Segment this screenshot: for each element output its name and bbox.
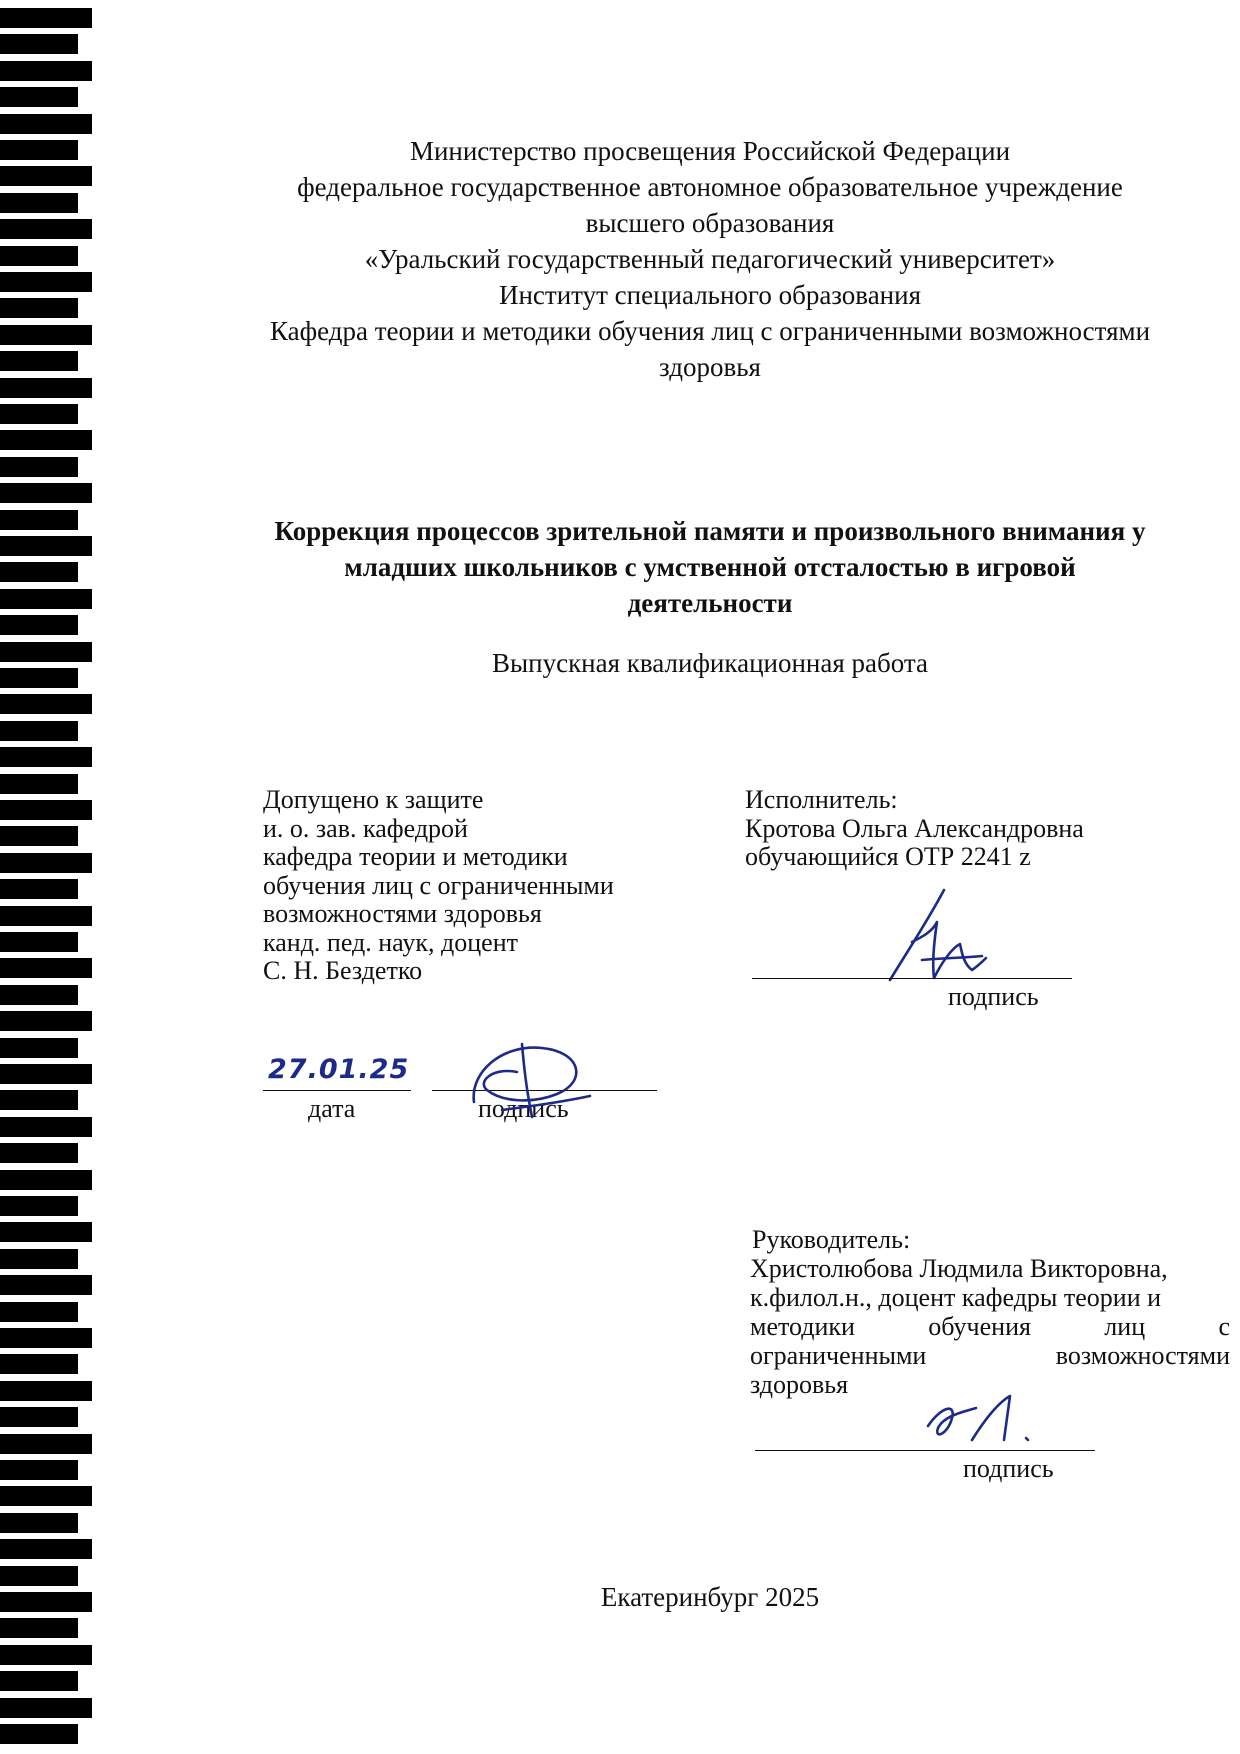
approval-signature bbox=[462, 1032, 602, 1122]
binding-hole bbox=[0, 272, 92, 292]
binding-hole bbox=[0, 826, 78, 846]
approval-head-name: С. Н. Бездетко bbox=[263, 956, 423, 985]
education-level-line: высшего образования bbox=[585, 208, 835, 238]
binding-hole bbox=[0, 958, 92, 978]
binding-hole bbox=[0, 1698, 92, 1718]
binding-hole bbox=[0, 483, 92, 503]
approval-line: Допущено к защите bbox=[263, 785, 484, 814]
binding-hole bbox=[0, 985, 78, 1005]
date-caption: дата bbox=[308, 1094, 356, 1123]
approval-block bbox=[263, 786, 703, 986]
binding-hole bbox=[0, 853, 92, 873]
binding-hole bbox=[0, 1302, 78, 1322]
binding-hole bbox=[0, 166, 92, 186]
binding-hole bbox=[0, 906, 92, 926]
supervisor-signature-caption: подпись bbox=[963, 1454, 1054, 1483]
binding-hole bbox=[0, 457, 78, 477]
binding-hole bbox=[0, 1460, 78, 1480]
binding-hole bbox=[0, 140, 78, 160]
binding-hole bbox=[0, 325, 92, 345]
binding-hole bbox=[0, 193, 78, 213]
approval-line: канд. пед. наук, доцент bbox=[263, 927, 518, 957]
university-name: «Уральский государственный педагогический университет» bbox=[364, 244, 1056, 274]
binding-hole bbox=[0, 114, 92, 134]
supervisor-signature-line bbox=[755, 1450, 1095, 1451]
binding-hole bbox=[0, 298, 78, 318]
institute-name: Институт специального образования bbox=[498, 280, 922, 310]
executor-signature-line bbox=[752, 978, 1072, 979]
binding-hole bbox=[0, 615, 78, 635]
binding-hole bbox=[0, 1381, 92, 1401]
binding-hole bbox=[0, 1407, 78, 1427]
executor-block bbox=[745, 786, 1175, 872]
approval-signature-caption: подпись bbox=[478, 1094, 569, 1123]
thesis-title bbox=[230, 513, 1190, 621]
supervisor-department: методики обучения лиц с bbox=[750, 1312, 1230, 1341]
binding-hole bbox=[0, 694, 92, 714]
binding-hole bbox=[0, 1328, 92, 1348]
binding-hole bbox=[0, 61, 92, 81]
binding-hole bbox=[0, 536, 92, 556]
institution-type-line: федеральное государственное автономное образовательное учреждение bbox=[297, 172, 1123, 202]
ministry-line: Министерство просвещения Российской Федерации bbox=[409, 136, 1011, 166]
binding-hole bbox=[0, 351, 78, 371]
binding-hole bbox=[0, 642, 92, 662]
executor-label: Исполнитель: bbox=[745, 785, 898, 814]
executor-group: обучающийся ОТР 2241 z bbox=[745, 842, 1031, 871]
binding-hole bbox=[0, 1222, 92, 1242]
binding-hole bbox=[0, 774, 78, 794]
title-line: деятельности bbox=[627, 588, 793, 618]
binding-hole bbox=[0, 1566, 78, 1586]
approval-line: возможностями здоровья bbox=[263, 899, 542, 928]
binding-edge bbox=[0, 0, 95, 1754]
binding-hole bbox=[0, 1539, 92, 1559]
binding-hole bbox=[0, 721, 78, 741]
binding-hole bbox=[0, 932, 78, 952]
department-line: Кафедра теории и методики обучения лиц с ограниченными возможностями bbox=[269, 316, 1151, 346]
binding-hole bbox=[0, 1592, 92, 1612]
binding-hole bbox=[0, 34, 78, 54]
supervisor-name: Христолюбова Людмила Викторовна, bbox=[750, 1254, 1168, 1283]
binding-hole bbox=[0, 1434, 92, 1454]
binding-hole bbox=[0, 1249, 78, 1269]
approval-line: кафедра теории и методики bbox=[263, 842, 568, 871]
date-line bbox=[263, 1090, 411, 1091]
binding-hole bbox=[0, 219, 92, 239]
binding-hole bbox=[0, 1354, 78, 1374]
approval-line: и. о. зав. кафедрой bbox=[263, 813, 468, 843]
binding-hole bbox=[0, 1038, 78, 1058]
binding-hole bbox=[0, 1011, 92, 1031]
binding-hole bbox=[0, 668, 78, 688]
binding-hole bbox=[0, 510, 78, 530]
binding-hole bbox=[0, 1064, 92, 1084]
department-line-cont: здоровья bbox=[659, 352, 761, 382]
binding-hole bbox=[0, 430, 92, 450]
binding-hole bbox=[0, 378, 92, 398]
approval-line: обучения лиц с ограниченными bbox=[263, 870, 614, 900]
binding-hole bbox=[0, 1275, 92, 1295]
binding-hole bbox=[0, 1671, 78, 1691]
binding-hole bbox=[0, 8, 92, 28]
supervisor-degree: к.филол.н., доцент кафедры теории и bbox=[750, 1283, 1162, 1312]
binding-hole bbox=[0, 1170, 92, 1190]
binding-hole bbox=[0, 1724, 78, 1744]
binding-hole bbox=[0, 1117, 92, 1137]
document-type: Выпускная квалификационная работа bbox=[491, 648, 929, 678]
binding-hole bbox=[0, 747, 92, 767]
binding-hole bbox=[0, 1645, 92, 1665]
title-line: младших школьников с умственной отсталостью в игровой bbox=[344, 552, 1076, 582]
binding-hole bbox=[0, 1486, 92, 1506]
binding-hole bbox=[0, 589, 92, 609]
executor-name: Кротова Ольга Александровна bbox=[745, 813, 1084, 843]
binding-hole bbox=[0, 87, 78, 107]
binding-hole bbox=[0, 1513, 78, 1533]
binding-hole bbox=[0, 246, 78, 266]
binding-hole bbox=[0, 1618, 78, 1638]
institution-header bbox=[180, 133, 1240, 385]
executor-signature-caption: подпись bbox=[948, 982, 1039, 1011]
supervisor-signature bbox=[922, 1388, 1042, 1448]
binding-hole bbox=[0, 1143, 78, 1163]
binding-hole bbox=[0, 879, 78, 899]
binding-hole bbox=[0, 404, 78, 424]
city-year: Екатеринбург 2025 bbox=[600, 1582, 820, 1612]
binding-hole bbox=[0, 1196, 78, 1216]
supervisor-label: Руководитель: bbox=[752, 1225, 911, 1254]
title-line: Коррекция процессов зрительной памяти и произвольного внимания у bbox=[274, 516, 1146, 546]
supervisor-department: ограниченными возможностями bbox=[750, 1341, 1230, 1370]
supervisor-block bbox=[750, 1225, 1230, 1399]
binding-hole bbox=[0, 562, 78, 582]
handwritten-date: 27.01.25 bbox=[268, 1054, 410, 1085]
executor-signature bbox=[882, 882, 992, 992]
binding-hole bbox=[0, 800, 92, 820]
supervisor-department: здоровья bbox=[750, 1370, 849, 1399]
binding-hole bbox=[0, 1090, 78, 1110]
